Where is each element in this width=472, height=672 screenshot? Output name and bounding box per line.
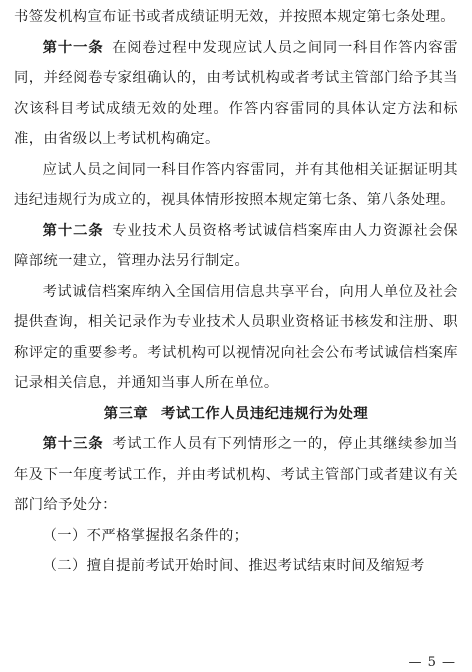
page-number: — 5 — [408,655,456,670]
chapter-number: 第三章 [103,405,149,422]
article-12-paragraph-2 [14,277,458,399]
list-item-1 [14,521,458,552]
paragraph-text: 考试诚信档案库纳入全国信用信息共享平台，向用人单位及社会提供查询，相关记录作为专业技术人员职业资格证书核发和注册、职称评定的重要参考。考试机构可以视情况向社会公布考试诚信档案库记录相关信息，并通知当事人所在单位。 [14,283,458,391]
paragraph-text: 书签发机构宣布证书或者成绩证明无效，并按照本规定第七条处理。 [14,9,455,25]
paragraph-text: 应试人员之间同一科目作答内容雷同，并有其他相关证据证明其违纪违规行为成立的，视具体情形按照本规定第七条、第八条处理。 [14,161,458,208]
article-13-paragraph [14,429,458,521]
paragraph-text: （二）擅自提前考试开始时间、推迟考试结束时间及缩短考 [42,558,425,574]
list-item-2 [14,551,458,582]
paragraph-text: 专业技术人员资格考试诚信档案库由人力资源社会保障部统一建立，管理办法另行制定。 [14,222,459,269]
article-heading: 第十一条 [42,39,104,56]
chapter-heading [14,399,458,430]
paragraph-continuation [14,2,458,33]
chapter-title: 考试工作人员违纪违规行为处理 [161,405,369,422]
article-heading: 第十三条 [42,436,104,452]
paragraph-text: 考试工作人员有下列情形之一的，停止其继续参加当年及下一年度考试工作，并由考试机构、考试主管部门或者建议有关部门给予处分： [14,436,459,513]
article-11-paragraph [14,33,458,155]
article-11-paragraph-2 [14,155,458,216]
article-heading: 第十二条 [42,222,104,239]
paragraph-text: 在阅卷过程中发现应试人员之间同一科目作答内容雷同，并经阅卷专家组确认的，由考试机构或者考试主管部门给予其当次该科目考试成绩无效的处理。作答内容雷同的具体认定方法和标准，由省级以上考试机构确定。 [14,39,459,147]
article-12-paragraph [14,216,458,277]
paragraph-text: （一）不严格掌握报名条件的； [42,527,249,544]
